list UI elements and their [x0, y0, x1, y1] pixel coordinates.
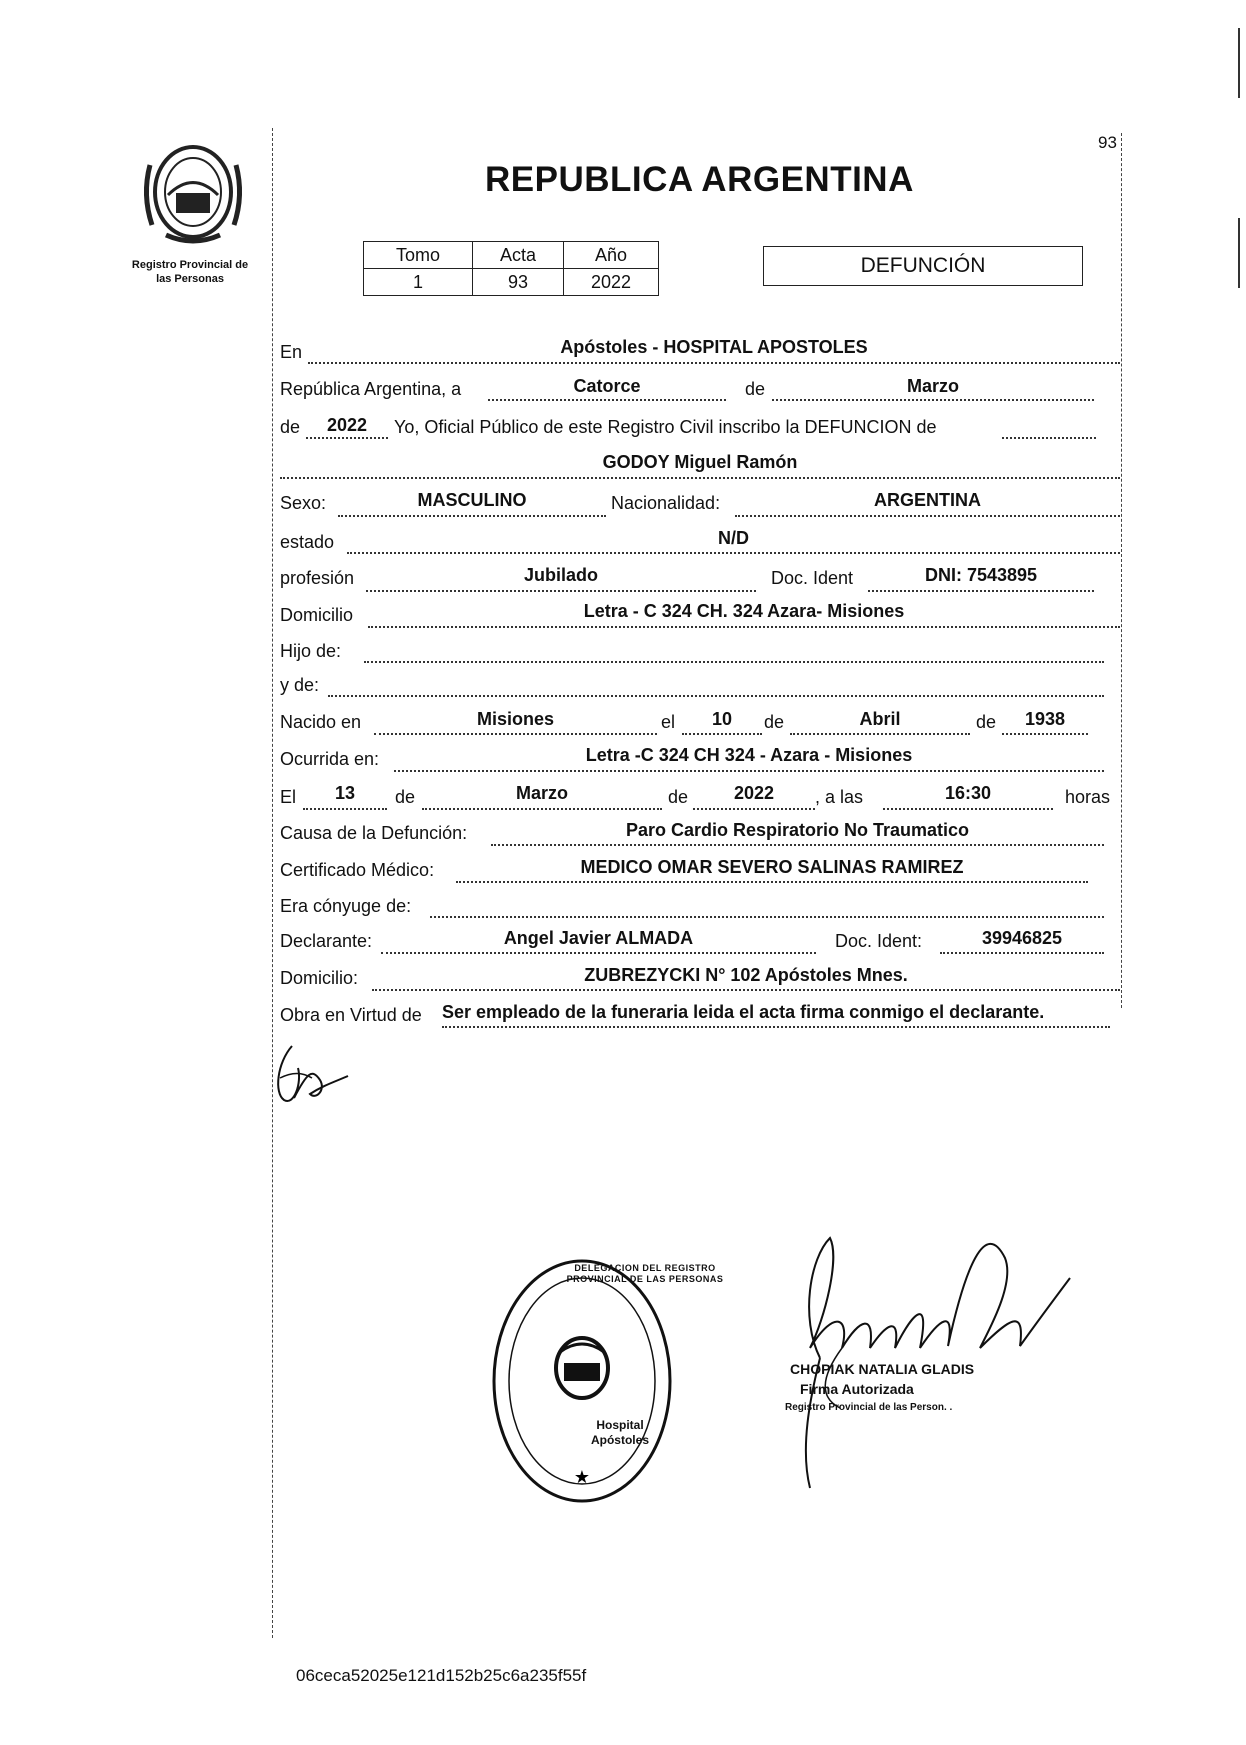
def-anio-line [693, 808, 815, 810]
el2-label: El [280, 787, 297, 807]
doc-line [868, 590, 1094, 592]
edge-mark [1238, 218, 1240, 288]
decl-doc-line [940, 952, 1104, 954]
emblem-label [110, 258, 270, 286]
nombre-value: GODOY Miguel Ramón [602, 452, 798, 472]
hora-value: 16:30 [944, 783, 992, 803]
value-acta: 93 [473, 269, 564, 296]
decl-domicilio-value: ZUBREZYCKI N° 102 Apóstoles Mnes. [584, 965, 908, 985]
domicilio-line [368, 626, 1120, 628]
registry-value-row [364, 269, 659, 296]
document-hash: 06ceca52025e121d152b25c6a235f55f [296, 1666, 587, 1685]
page-title: REPUBLICA ARGENTINA [485, 160, 914, 199]
decl-domicilio-line [372, 989, 1120, 991]
certificado-value: MEDICO OMAR SEVERO SALINAS RAMIREZ [580, 857, 964, 877]
hijo-label: Hijo de: [280, 641, 342, 661]
def-mes-value: Marzo [515, 783, 568, 803]
anio-line [306, 437, 388, 439]
nacido-label: Nacido en [280, 712, 362, 732]
nacionalidad-line [735, 515, 1120, 517]
causa-label: Causa de la Defunción: [280, 823, 468, 843]
def-de2-label: de [668, 787, 689, 807]
inscribo-text: Yo, Oficial Público de este Registro Civil inscribo la DEFUNCION de [394, 417, 937, 437]
yde-line [328, 695, 1104, 697]
estado-line [347, 552, 1120, 554]
obra-label: Obra en Virtud de [280, 1005, 422, 1025]
nombre-line [280, 477, 1120, 479]
sexo-label: Sexo: [280, 493, 327, 513]
hora-line [883, 808, 1053, 810]
mes-line [772, 399, 1094, 401]
decl-doc-value: 39946825 [981, 928, 1063, 948]
def-anio-value: 2022 [733, 783, 775, 803]
inscribo-line [1002, 437, 1096, 439]
signer-office: Registro Provincial de las Person. . [785, 1402, 953, 1413]
ocurrida-label: Ocurrida en: [280, 749, 380, 769]
def-de-label: de [395, 787, 416, 807]
nacionalidad-value: ARGENTINA [874, 490, 981, 510]
decl-domicilio-label: Domicilio: [280, 968, 359, 988]
causa-value: Paro Cardio Respiratorio No Traumatico [625, 820, 970, 840]
nac-dia-line [682, 733, 762, 735]
mes-value: Marzo [906, 376, 959, 396]
header-anio: Año [564, 242, 659, 269]
estado-label: estado [280, 532, 335, 552]
horas-label: horas [1065, 787, 1111, 807]
initials-signature [272, 1038, 352, 1115]
de-label: de [745, 379, 766, 399]
nac-anio-line [1002, 733, 1088, 735]
page-number: 93 [1098, 133, 1117, 152]
profesion-line [366, 590, 756, 592]
ocurrida-line [394, 770, 1104, 772]
stamp-inner-line1: Hospital [596, 1418, 644, 1432]
nacionalidad-label: Nacionalidad: [611, 493, 721, 513]
stamp-inner-text [540, 1418, 700, 1448]
nac-mes-value: Abril [859, 709, 901, 729]
provincial-emblem [138, 135, 248, 250]
registry-table [363, 241, 659, 296]
en-line [308, 362, 1120, 364]
domicilio-label: Domicilio [280, 605, 354, 625]
yde-label: y de: [280, 675, 320, 695]
alas-label: , a las [815, 787, 864, 807]
record-type: DEFUNCIÓN [860, 254, 986, 277]
nac-de2-label: de [976, 712, 997, 732]
certificado-label: Certificado Médico: [280, 860, 435, 880]
de2-label: de [280, 417, 301, 437]
header-tomo: Tomo [364, 242, 473, 269]
profesion-label: profesión [280, 568, 355, 588]
def-dia-line [303, 808, 387, 810]
def-dia-value: 13 [334, 783, 356, 803]
republica-label: República Argentina, a [280, 379, 462, 399]
emblem-label-line2: las Personas [156, 273, 224, 285]
sexo-line [338, 515, 606, 517]
registry-stamp [490, 1258, 675, 1513]
anio-value: 2022 [326, 415, 368, 435]
sexo-value: MASCULINO [417, 490, 527, 510]
en-label: En [280, 342, 303, 362]
profesion-value: Jubilado [523, 565, 598, 585]
value-anio: 2022 [564, 269, 659, 296]
dia-value: Catorce [573, 376, 641, 396]
declarante-value: Angel Javier ALMADA [503, 928, 694, 948]
hijo-line [364, 661, 1104, 663]
declarante-line [381, 952, 816, 954]
declarante-label: Declarante: [280, 931, 373, 951]
certificado-line [456, 881, 1088, 883]
el-label: el [661, 712, 676, 732]
conyuge-label: Era cónyuge de: [280, 896, 412, 916]
emblem-label-line1: Registro Provincial de [131, 259, 249, 271]
causa-line [491, 844, 1104, 846]
record-type-box [763, 246, 1083, 286]
estado-value: N/D [718, 528, 749, 548]
domicilio-value: Letra - C 324 CH. 324 Azara- Misiones [583, 601, 905, 621]
stamp-inner-line2: Apóstoles [590, 1433, 649, 1447]
nacido-value: Misiones [476, 709, 555, 729]
nac-anio-value: 1938 [1024, 709, 1066, 729]
doc-value: DNI: 7543895 [924, 565, 1038, 585]
header-acta: Acta [473, 242, 564, 269]
doc-label: Doc. Ident [771, 568, 854, 588]
obra-line [442, 1026, 1110, 1028]
right-margin-line [1121, 133, 1122, 1008]
edge-mark [1238, 28, 1240, 98]
svg-text:★: ★ [573, 1467, 591, 1488]
signer-name: CHOPIAK NATALIA GLADIS [790, 1361, 975, 1377]
stamp-outer-text: DELEGACION DEL REGISTRO PROVINCIAL DE LAS PERSONAS [566, 1263, 724, 1284]
registry-header-row [364, 242, 659, 269]
nac-dia-value: 10 [711, 709, 733, 729]
def-mes-line [422, 808, 662, 810]
value-tomo: 1 [364, 269, 473, 296]
nacido-line [374, 733, 657, 735]
official-signature [780, 1198, 1090, 1503]
left-margin-line [272, 128, 273, 1638]
en-value: Apóstoles - HOSPITAL APOSTOLES [560, 337, 868, 357]
dia-line [488, 399, 726, 401]
obra-value: Ser empleado de la funeraria leida el acta firma conmigo el declarante. [442, 1002, 1045, 1022]
conyuge-line [430, 916, 1104, 918]
nac-mes-line [790, 733, 970, 735]
ocurrida-value: Letra -C 324 CH 324 - Azara - Misiones [585, 745, 913, 765]
decl-doc-label: Doc. Ident: [835, 931, 923, 951]
nac-de-label: de [764, 712, 785, 732]
signer-role: Firma Autorizada [800, 1381, 914, 1397]
